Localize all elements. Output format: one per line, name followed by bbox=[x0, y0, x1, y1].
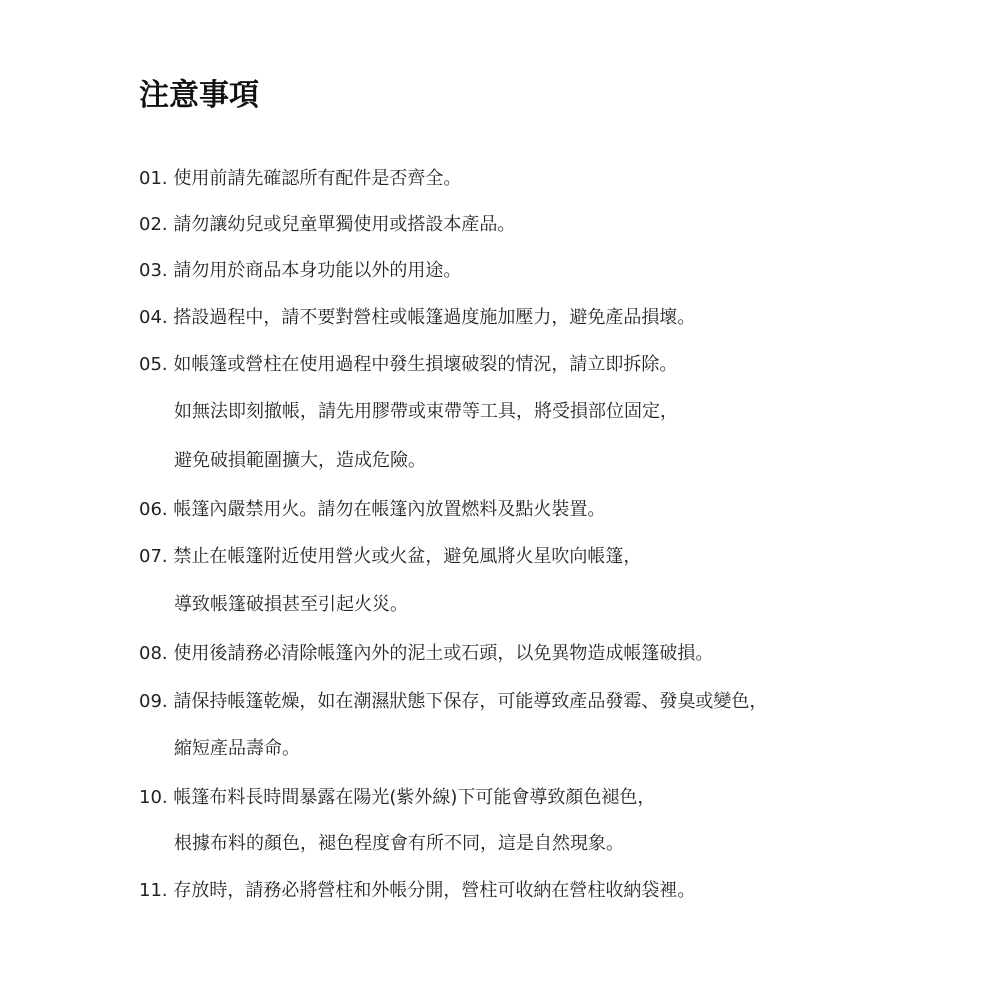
notice-item-05-cont-2: 避免破損範圍擴大，造成危險。 bbox=[174, 450, 426, 471]
notice-item-01: 01. 使用前請先確認所有配件是否齊全。 bbox=[139, 168, 462, 189]
notice-item-10-cont: 根據布料的顏色，褪色程度會有所不同，這是自然現象。 bbox=[174, 833, 624, 854]
notice-item-09: 09. 請保持帳篷乾燥，如在潮濕狀態下保存，可能導致產品發霉、發臭或變色， bbox=[139, 691, 768, 712]
notice-item-08: 08. 使用後請務必清除帳篷內外的泥土或石頭，以免異物造成帳篷破損。 bbox=[139, 643, 714, 664]
notice-item-04: 04. 搭設過程中，請不要對營柱或帳篷過度施加壓力，避免產品損壞。 bbox=[139, 307, 696, 328]
notice-item-06: 06. 帳篷內嚴禁用火。請勿在帳篷內放置燃料及點火裝置。 bbox=[139, 499, 606, 520]
notice-item-07: 07. 禁止在帳篷附近使用營火或火盆，避免風將火星吹向帳篷， bbox=[139, 546, 642, 567]
notice-item-09-cont: 縮短產品壽命。 bbox=[174, 738, 300, 759]
notice-item-05: 05. 如帳篷或營柱在使用過程中發生損壞破裂的情況，請立即拆除。 bbox=[139, 354, 678, 375]
notice-item-03: 03. 請勿用於商品本身功能以外的用途。 bbox=[139, 260, 462, 281]
notice-item-07-cont: 導致帳篷破損甚至引起火災。 bbox=[174, 594, 408, 615]
notice-item-10: 10. 帳篷布料長時間暴露在陽光(紫外線)下可能會導致顏色褪色， bbox=[139, 787, 656, 808]
notice-item-11: 11. 存放時，請務必將營柱和外帳分開，營柱可收納在營柱收納袋裡。 bbox=[139, 880, 696, 901]
notice-item-02: 02. 請勿讓幼兒或兒童單獨使用或搭設本產品。 bbox=[139, 214, 516, 235]
page-title: 注意事項 bbox=[139, 78, 259, 113]
notice-item-05-cont-1: 如無法即刻撤帳，請先用膠帶或束帶等工具，將受損部位固定， bbox=[174, 401, 678, 422]
